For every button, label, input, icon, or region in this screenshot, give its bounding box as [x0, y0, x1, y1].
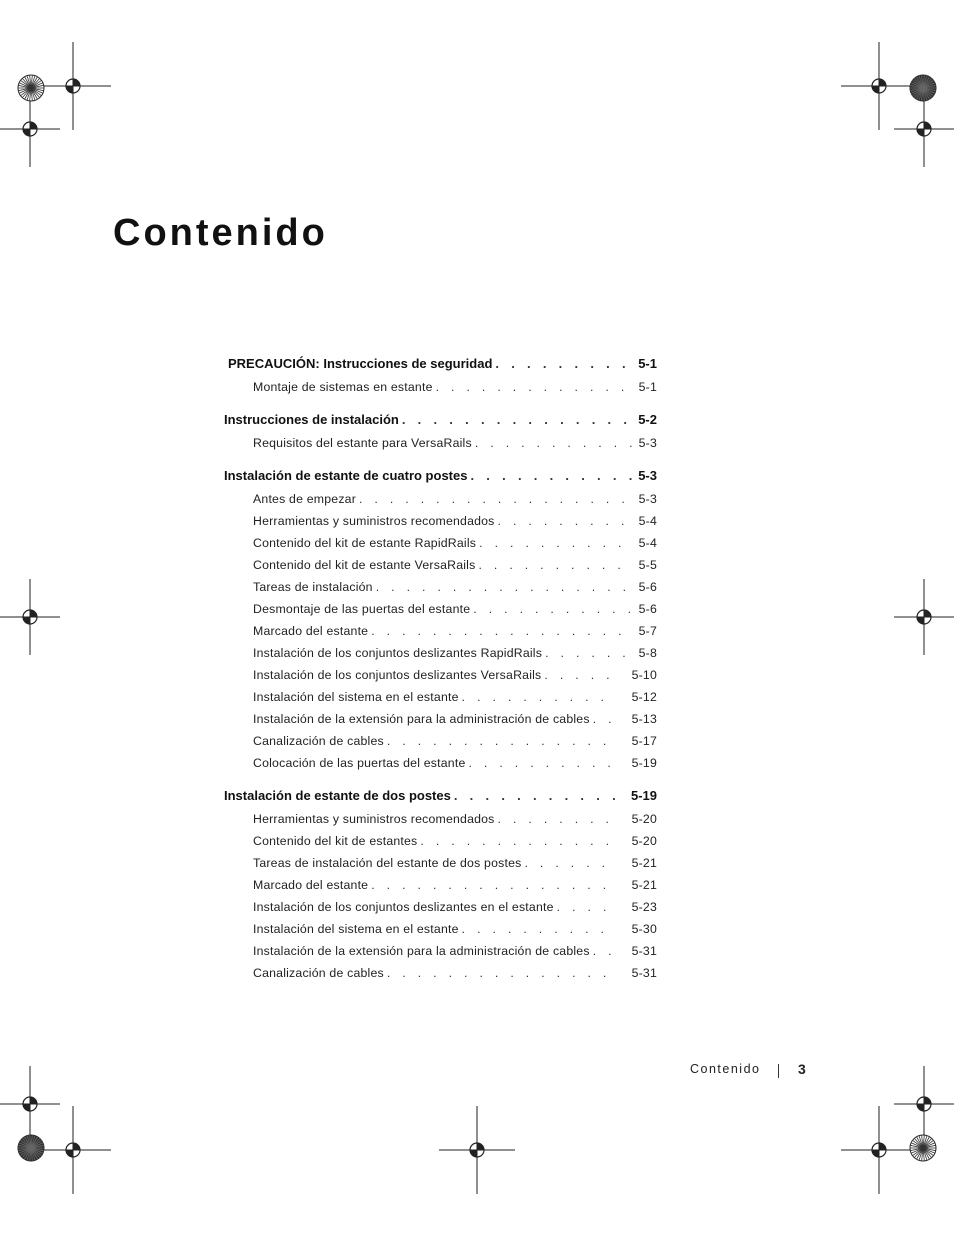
toc-entry-page: 5-21 — [631, 878, 657, 892]
toc-entry-page: 5-10 — [631, 668, 657, 682]
registration-target — [23, 129, 30, 136]
toc-leader-dots — [590, 940, 617, 962]
toc-entry-page: 5-4 — [638, 514, 657, 528]
toc-section-entry[interactable] — [224, 784, 657, 808]
toc-leader-dots — [590, 708, 617, 730]
toc-leader-dots — [554, 896, 617, 918]
toc-subsection-entry[interactable] — [224, 686, 657, 708]
registration-target — [917, 617, 924, 624]
toc-entry-label: Instalación de estante de dos postes — [224, 788, 451, 803]
toc-leader-dots — [542, 642, 633, 664]
toc-subsection-entry[interactable] — [224, 620, 657, 642]
toc-entry-page: 5-3 — [638, 436, 657, 450]
toc-subsection-entry[interactable] — [224, 962, 657, 984]
registration-target — [66, 1150, 73, 1157]
toc-entry-label: Tareas de instalación del estante de dos postes — [253, 856, 522, 870]
toc-entry-page: 5-4 — [638, 536, 657, 550]
page-number: 3 — [798, 1061, 806, 1077]
toc-entry-page: 5-30 — [631, 922, 657, 936]
toc-entry-page: 5-3 — [638, 492, 657, 506]
toc-subsection-entry[interactable] — [224, 532, 657, 554]
footer-divider — [778, 1064, 779, 1078]
registration-target — [470, 1150, 477, 1157]
toc-subsection-entry[interactable] — [224, 730, 657, 752]
toc-entry-page: 5-2 — [638, 412, 657, 427]
toc-entry-label: Instalación de estante de cuatro postes — [224, 468, 468, 483]
toc-entry-page: 5-1 — [638, 356, 657, 371]
toc-entry-label: Requisitos del estante para VersaRails — [253, 436, 472, 450]
registration-target — [872, 1150, 879, 1157]
registration-target — [477, 1143, 484, 1150]
toc-subsection-entry[interactable] — [224, 598, 657, 620]
toc-entry-page: 5-19 — [630, 788, 657, 803]
toc-entry-page: 5-31 — [631, 966, 657, 980]
registration-target — [23, 1104, 30, 1111]
toc-entry-label: Marcado del estante — [253, 878, 369, 892]
toc-leader-dots — [384, 962, 617, 984]
registration-target — [23, 617, 30, 624]
toc-entry-page: 5-6 — [638, 602, 657, 616]
toc-leader-dots — [459, 918, 617, 940]
toc-entry-label: Contenido del kit de estante VersaRails — [253, 558, 476, 572]
toc-leader-dots — [465, 752, 617, 774]
toc-entry-label: Contenido del kit de estantes — [253, 834, 418, 848]
toc-leader-dots — [368, 620, 632, 642]
toc-entry-label: Tareas de instalación — [253, 580, 373, 594]
toc-entry-label: Colocación de las puertas del estante — [253, 756, 466, 770]
toc-subsection-entry[interactable] — [224, 664, 657, 686]
toc-leader-dots — [433, 376, 633, 398]
toc-entry-page: 5-20 — [631, 812, 657, 826]
toc-entry-page: 5-17 — [631, 734, 657, 748]
toc-leader-dots — [495, 510, 633, 532]
toc-entry-label: PRECAUCIÓN: Instrucciones de seguridad — [228, 356, 493, 371]
toc-subsection-entry[interactable] — [224, 852, 657, 874]
toc-subsection-entry[interactable] — [224, 896, 657, 918]
registration-target — [879, 79, 886, 86]
page-title: Contenido — [113, 212, 328, 254]
toc-subsection-entry[interactable] — [224, 510, 657, 532]
toc-subsection-entry[interactable] — [224, 642, 657, 664]
toc-leader-dots — [459, 686, 617, 708]
toc-leader-dots — [470, 598, 632, 620]
toc-entry-label: Instalación del sistema en el estante — [253, 690, 459, 704]
toc-leader-dots — [417, 830, 617, 852]
registration-target — [924, 122, 931, 129]
toc-entry-page: 5-21 — [631, 856, 657, 870]
toc-entry-page: 5-20 — [631, 834, 657, 848]
toc-subsection-entry[interactable] — [224, 918, 657, 940]
toc-entry-page: 5-31 — [631, 944, 657, 958]
toc-leader-dots — [522, 852, 618, 874]
table-of-contents — [224, 352, 657, 984]
toc-entry-page: 5-23 — [631, 900, 657, 914]
toc-subsection-entry[interactable] — [224, 752, 657, 774]
registration-target — [66, 86, 73, 93]
toc-section-entry[interactable] — [224, 464, 657, 488]
toc-leader-dots — [476, 532, 632, 554]
toc-leader-dots — [541, 664, 617, 686]
toc-leader-dots — [472, 432, 633, 454]
registration-target — [30, 122, 37, 129]
toc-subsection-entry[interactable] — [224, 432, 657, 454]
toc-subsection-entry[interactable] — [224, 488, 657, 510]
toc-subsection-entry[interactable] — [224, 940, 657, 962]
toc-entry-label: Instalación de los conjuntos deslizantes RapidRails — [253, 646, 543, 660]
toc-entry-page: 5-5 — [638, 558, 657, 572]
toc-entry-page: 5-3 — [638, 468, 657, 483]
toc-entry-label: Instalación de la extensión para la administración de cables — [253, 712, 590, 726]
toc-leader-dots — [451, 784, 617, 808]
toc-entry-label: Instalación de los conjuntos deslizantes en el estante — [253, 900, 554, 914]
toc-leader-dots — [475, 554, 632, 576]
registration-target — [872, 86, 879, 93]
toc-subsection-entry[interactable] — [224, 708, 657, 730]
toc-entry-label: Marcado del estante — [253, 624, 369, 638]
registration-target — [73, 79, 80, 86]
toc-entry-page: 5-13 — [631, 712, 657, 726]
page-footer — [690, 1061, 806, 1077]
toc-entry-label: Instalación del sistema en el estante — [253, 922, 459, 936]
toc-entry-label: Herramientas y suministros recomendados — [253, 514, 495, 528]
toc-subsection-entry[interactable] — [224, 554, 657, 576]
toc-section-entry[interactable] — [224, 408, 657, 432]
toc-entry-page: 5-8 — [638, 646, 657, 660]
toc-section-entry[interactable] — [224, 352, 657, 376]
registration-target — [924, 1097, 931, 1104]
toc-entry-label: Herramientas y suministros recomendados — [253, 812, 495, 826]
toc-leader-dots — [356, 488, 633, 510]
toc-leader-dots — [492, 352, 632, 376]
registration-target — [917, 129, 924, 136]
toc-leader-dots — [399, 408, 632, 432]
toc-entry-page: 5-1 — [638, 380, 657, 394]
registration-target — [73, 1143, 80, 1150]
toc-subsection-entry[interactable] — [224, 576, 657, 598]
toc-subsection-entry[interactable] — [224, 808, 657, 830]
toc-entry-label: Instrucciones de instalación — [224, 412, 399, 427]
registration-target — [924, 610, 931, 617]
toc-entry-label: Instalación de la extensión para la administración de cables — [253, 944, 590, 958]
toc-leader-dots — [384, 730, 617, 752]
toc-entry-page: 5-19 — [631, 756, 657, 770]
registration-target — [30, 1097, 37, 1104]
footer-label: Contenido — [690, 1062, 761, 1076]
toc-entry-label: Instalación de los conjuntos deslizantes VersaRails — [253, 668, 542, 682]
toc-entry-label: Montaje de sistemas en estante — [253, 380, 433, 394]
toc-entry-label: Canalización de cables — [253, 966, 384, 980]
toc-entry-label: Desmontaje de las puertas del estante — [253, 602, 471, 616]
toc-subsection-entry[interactable] — [224, 830, 657, 852]
registration-target — [879, 1143, 886, 1150]
toc-entry-page: 5-6 — [638, 580, 657, 594]
toc-entry-label: Contenido del kit de estante RapidRails — [253, 536, 477, 550]
toc-subsection-entry[interactable] — [224, 874, 657, 896]
toc-leader-dots — [495, 808, 617, 830]
registration-target — [30, 610, 37, 617]
toc-entry-label: Canalización de cables — [253, 734, 384, 748]
toc-entry-page: 5-7 — [638, 624, 657, 638]
toc-leader-dots — [467, 464, 632, 488]
toc-subsection-entry[interactable] — [224, 376, 657, 398]
registration-target — [917, 1104, 924, 1111]
toc-entry-label: Antes de empezar — [253, 492, 356, 506]
toc-entry-page: 5-12 — [631, 690, 657, 704]
toc-leader-dots — [373, 576, 633, 598]
toc-leader-dots — [368, 874, 617, 896]
